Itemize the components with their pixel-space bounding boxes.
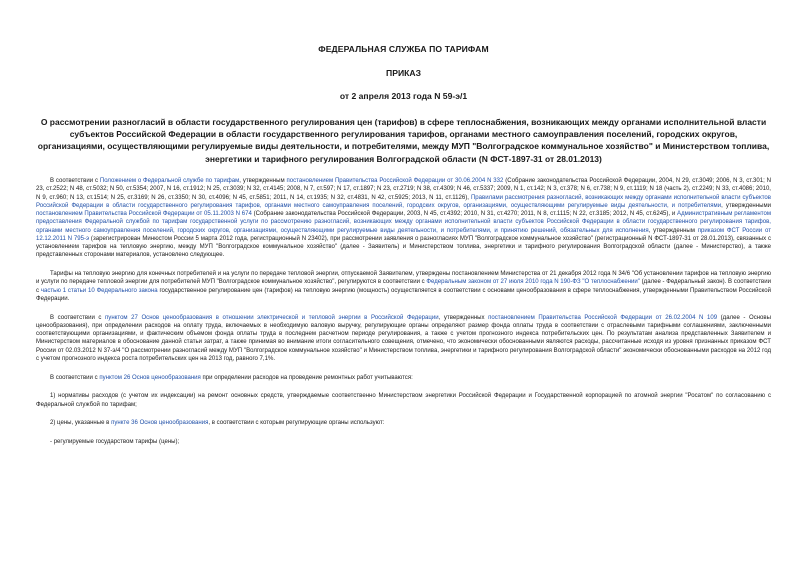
text: , утвержденным <box>648 227 698 234</box>
paragraph-5: 1) нормативы расходов (с учетом их индексации) на ремонт основных средств, утверждаемые соответственно Министерством энергетики Российской Федерации и Государственной корпорацией по атомной энергии "Росатом" по согласованию с Федеральной службой по тарифам; <box>36 393 771 408</box>
paragraph-1 <box>36 177 771 260</box>
link-fst-order-795[interactable]: приказом ФСТ России от 12.12.2011 N 795-э <box>36 227 771 242</box>
text: (далее - Федеральный закон). В соответствии с <box>36 279 771 294</box>
text: государственное регулирование цен (тарифов) на тепловую энергию (мощность) осуществляется в соответствии с основами ценообразования в сфере теплоснабжения, утвержденными Правительством Российской Федерации. <box>36 287 771 302</box>
link-pricing-basics-27[interactable]: пунктом 27 Основ ценообразования в отношении электрической и тепловой энергии в Российской Федерации <box>105 314 439 321</box>
link-federal-law-190[interactable]: Федеральным законом от 27 июля 2010 года N 190-ФЗ "О теплоснабжении" <box>426 279 640 286</box>
text: , в соответствии с которым регулирующие органы используют: <box>208 420 385 427</box>
document-type-heading: ПРИКАЗ <box>386 68 421 78</box>
paragraph-4 <box>36 374 771 382</box>
document-date: от 2 апреля 2013 года N 59-э/1 <box>339 91 468 101</box>
agency-heading: ФЕДЕРАЛЬНАЯ СЛУЖБА ПО ТАРИФАМ <box>318 44 489 54</box>
link-article-10[interactable]: частью 1 статьи 10 Федерального закона <box>40 287 158 294</box>
text: Тарифы на тепловую энергию для конечных потребителей и на услуги по передаче тепловой энергии, отпускаемой Заявителем, утверждены постановлением Министерства от 21 декабря 2012 года N 34/6 "Об установлении тарифов на тепловую энергию и услуги по передаче тепловой энергии для потребителей МУП "Волгоградское коммунальное хозяйство", регулируются в соответствии с <box>36 271 771 286</box>
text: В соответствии с <box>50 178 100 184</box>
link-regulation-fst[interactable]: Положением о Федеральной службе по тарифам <box>99 178 240 184</box>
text: , утвержденными <box>721 202 771 209</box>
paragraph-3 <box>36 314 771 364</box>
text: (Собрание законодательства Российской Федерации, 2003, N 45, ст.4392; 2010, N 31, ст.4270; 2011, N 8, ст.1115; N 22, ст.3185; 2012, N 45, ст.6245), и <box>251 211 678 217</box>
text: при определении расходов на проведение ремонтных работ учитываются: <box>200 374 413 381</box>
text: (Собрание законодательства Российской Федерации, 2004, N 29, ст.3049; 2006, N 3, ст.301; N 23, ст.2522; N 48, ст.5032; N 50, ст.5354; 2007, N 16, ст.1912; N 25, ст.3039; N 32, ст.4145; 2008, N 7, ст.597; N 17, ст.1897; N 23, ст.2719; N 38, ст.4309; N 46, ст.5337; 2009, N 1, ст.142; N 3, ст.378; N 6, ст.738; N 9, ст.1119; N 18 (часть 2), ст.2249; N 33, ст.4086; 2010, N 9, ст.960; N 13, ст.1514; N 25, ст.3169; N 26, ст.3350; N 30, ст.4096; N 45, ст.5851; 2011, N 14, ст.1935; N 32, ст.4831, N 42, ст.5925; 2013, N 11, ст.1126), <box>36 178 771 201</box>
link-government-decree-332[interactable]: постановлением Правительства Российской Федерации от 30.06.2004 N 332 <box>286 178 504 184</box>
text: В соответствии с <box>50 314 106 321</box>
link-rules-disagreements[interactable]: Правилами рассмотрения разногласий, возникающих между органами исполнительной власти субъектов Российской Федерации в области государственного регулирования тарифов, органами местного самоуправления поселений, городских округов, организациями, осуществляющими регулируемые виды деятельности, и потребителями <box>36 194 771 209</box>
link-government-decree-109[interactable]: постановлением Правительства Российской Федерации от 26.02.2004 N 109 <box>488 314 718 321</box>
link-government-decree-674[interactable]: постановлением Правительства Российской Федерации от 05.11.2003 N 674 <box>36 211 252 217</box>
paragraph-6 <box>36 419 771 427</box>
text: , утвержденным <box>239 178 287 184</box>
text: (далее - Основы ценообразования), при определении расходов на оплату труда, включаемых в необходимую валовую выручку, регулирующие органы определяют размер фонда оплаты труда в соответствии с отраслевыми тарифными соглашениями, заключенными соответствующими организациями, и фактическим объемом фонда оплаты труда в последнем расчетном периоде регулирования, а также с учетом прогнозного индекса потребительских цен. По результатам анализа представленных Заявителем и Министерством материалов в обоснование данной статьи затрат, а также принимая во внимание итоги согласительного совещения, отмечено, что экономически обоснованными являются расходы, рассчитанные исходя из уровня признанных приказом ФСТ России от 02.03.2012 N 37-э/4 "О рассмотрении разногласий между МУП "Волгоградское коммунальное хозяйство" и Министерством топлива, энергетики и тарифного регулирования Волгоградской области" экономически обоснованными расходов на 2012 год с учетом прогнозного индекса роста потребительских цен на 2013 год, равного 7,1%. <box>36 314 771 362</box>
document-body <box>36 177 771 457</box>
paragraph-7: - регулируемые государством тарифы (цены); <box>50 439 180 445</box>
text: (зарегистрирован Минюстом России 5 марта 2012 года, регистрационный N 23402), при рассмотрении заявления о разногласиях МУП "Волгоградское коммунальное хозяйство" (регистрационный N ФСТ-1897-31 от 28.01.2013), связанных с установлением тарифов на тепловую энергию, между МУП "Волгоградское коммунальное хозяйство" (далее - Заявитель) и Министерством топлива, энергетики и тарифного регулирования Волгоградской области (далее - Министерство), а также представленных сторонами материалов, установлено следующее. <box>36 235 771 259</box>
document-title: О рассмотрении разногласий в области государственного регулирования цен (тарифов) в сфере теплоснабжения, возникающих между органами исполнительной власти субъектов Российской Федерации в области государственного регулирования тарифов, органами местного самоуправления поселений, городских округов, организациями, осуществляющими регулируемые виды деятельности, и потребителями, между МУП "Волгоградское коммунальное хозяйство" и Министерством топлива, энергетики и тарифного регулирования Волгоградской области (N ФСТ-1897-31 от 28.01.2013) <box>37 117 770 164</box>
text: 2) цены, указанные в <box>50 420 112 427</box>
text: В соответствии с <box>50 374 100 381</box>
text: , утвержденных <box>438 314 489 321</box>
paragraph-2 <box>36 270 771 303</box>
link-pricing-basics-36[interactable]: пункте 36 Основ ценообразования <box>111 420 209 427</box>
link-administrative-regulation[interactable]: Административным регламентом предоставления Федеральной службой по тарифам государственной услуги по рассмотрению разногласий, возникающих между органами исполнительной власти субъектов Российской Федерации в области государственного регулирования тарифов, органами местного самоуправления поселений, городских округов, организациями, осуществляющими регулируемые виды деятельности, и потребителями, и принятию решений, обязательных для исполнения <box>36 211 771 234</box>
link-pricing-basics-26[interactable]: пунктом 26 Основ ценообразования <box>99 374 201 381</box>
